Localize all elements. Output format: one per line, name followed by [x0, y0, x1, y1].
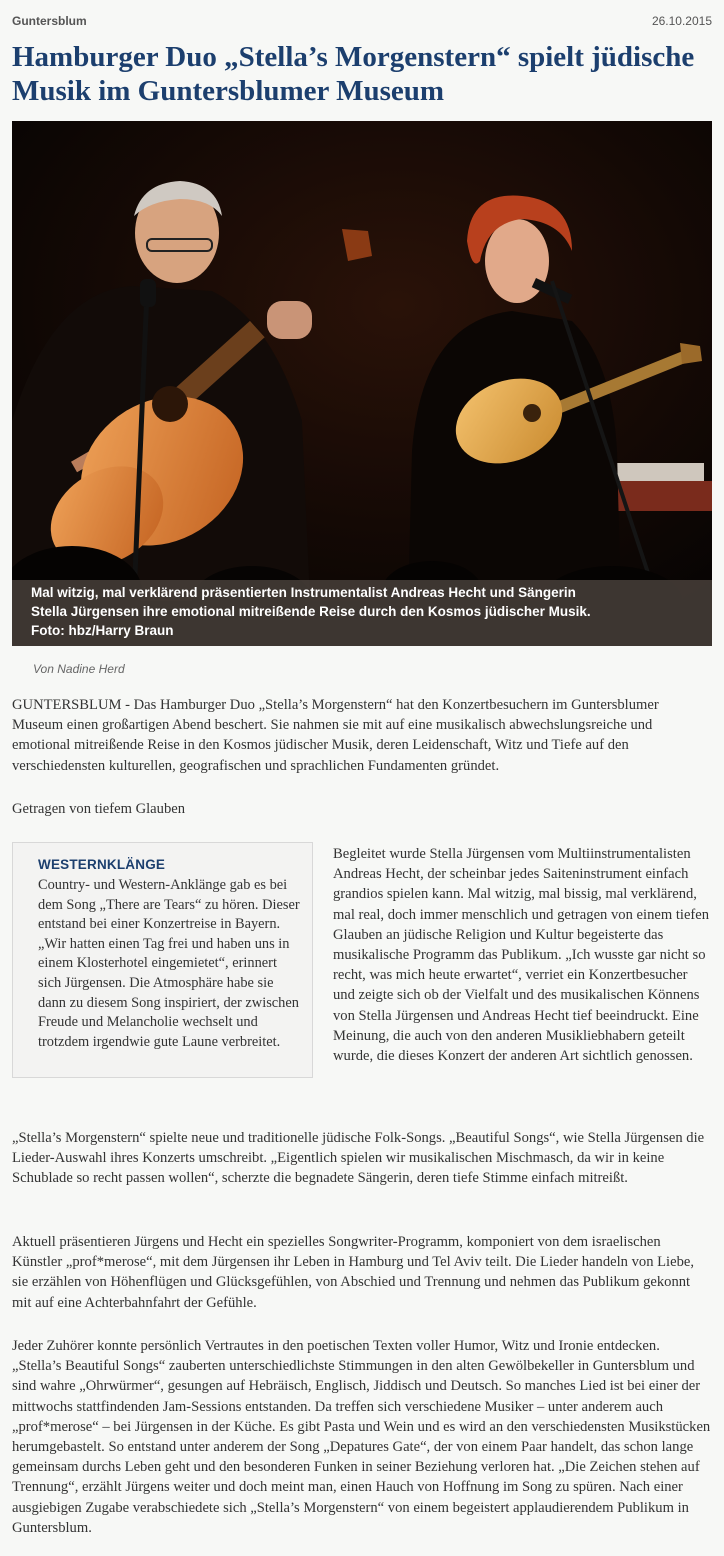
article-meta: [12, 14, 712, 30]
info-box-title: WESTERNKLÄNGE: [38, 857, 166, 872]
section-subheading: Getragen von tiefem Glauben: [12, 801, 186, 817]
caption-line: Mal witzig, mal verklärend präsentierten Instrumentalist Andreas Hecht und Sängerin: [31, 585, 576, 600]
body-paragraph: Jeder Zuhörer konnte persönlich Vertrautes in den poetischen Texten voller Humor, Witz und Ironie entdecken. „Stella’s Beautiful Songs“ zauberten unterschiedlichste Stimmungen in den alten Gewölbekeller in Guntersblum und sind wahre „Ohrwürmer“, gesungen auf Hebräisch, Englisch, Jiddisch und Deutsch. So manches Lied ist bei einer der mittwochs stattfindenden Jam-Sessions entstanden. Da treffen sich verschiedene Musiker – unter anderem auch „prof*merose“ – bei Jürgensen in der Küche. Es gibt Pasta und Wein und es wird an den verschiedensten Musikstücken herumgebastelt. So entstand unter anderem der Song „Depatures Gate“, der von einem Paar handelt, das schon lange gemeinsam durchs Leben geht und den besonderen Funken in seiner Beziehung verloren hat. „Die Zeichen stehen auf Trennung“, erzählt Jürgens weiter und doch meint man, einen Hauch von Hoffnung im Song zu spüren. Nach einer ausgiebigen Zugabe verabschiedete sich „Stella’s Morgenstern“ von einem begeistert applaudierendem Publikum in Guntersblum.: [12, 1338, 711, 1536]
body-paragraph: Aktuell präsentieren Jürgens und Hecht ein spezielles Songwriter-Programm, komponiert von dem israelischen Künstler „prof*merose“, mit dem Jürgensen ihr Leben in Hamburg und Tel Aviv teilt. Die Lieder handeln von Liebe, sie erzählen von Höhenflügen und Glücksgefühlen, von Abschied und Trennung und nehmen das Publikum gekonnt mit auf eine Achterbahnfahrt der Gefühle.: [12, 1234, 695, 1311]
headline: Hamburger Duo „Stella’s Morgenstern“ spielt jüdische Musik im Guntersblumer Museum: [12, 41, 695, 107]
publish-date: 26.10.2015: [651, 14, 712, 28]
body-paragraph: „Stella’s Morgenstern“ spielte neue und traditionelle jüdische Folk-Songs. „Beautiful Songs“, wie Stella Jürgensen die Lieder-Auswahl ihres Konzerts umschreibt. „Eigentlich spielen wir musikalischen Mischmasch, da wir in keine Schublade so recht passen wollen“, scherzte die begnadete Sängerin, deren tiefe Stimme einfach mitreißt.: [12, 1130, 705, 1187]
article-photo: [12, 121, 712, 646]
intro-paragraph: GUNTERSBLUM - Das Hamburger Duo „Stella’s Morgenstern“ hat den Konzertbesuchern im Guntersblumer Museum einen großartigen Abend beschert. Sie nahmen sie mit auf eine musikalisch abwechslungsreiche und emotional mitreißende Reise in den Kosmos jüdischer Musik, deren Leidenschaft, Witz und Tiefe auf den verschiedensten kulturellen, geografischen und sprachlichen Fundamenten gründet.: [12, 697, 659, 774]
info-box: [12, 842, 313, 1078]
location-label: Guntersblum: [12, 14, 87, 28]
concert-photo-illustration: [12, 121, 712, 646]
caption-line: Stella Jürgensen ihre emotional mitreißende Reise durch den Kosmos jüdischer Musik.: [31, 604, 591, 619]
author-byline: Von Nadine Herd: [33, 662, 125, 676]
photo-credit: Foto: hbz/Harry Braun: [31, 623, 174, 638]
column-paragraph: Begleitet wurde Stella Jürgensen vom Multiinstrumentalisten Andreas Hecht, der scheinbar jedes Saiteninstrument einfach grandios spielen kann. Mal witzig, mal bissig, mal verklärend, mal real, doch immer menschlich und getragen von einem tiefen Glauben an jüdische Religion und Kultur begeisterte das musikalische Programm das Publikum. „Ich wusste gar nicht so recht, was mich heute erwartet“, verriet ein Konzertbesucher und zeigte sich ob der Vielfalt und des musikalischen Könnens von Stella Jürgensen und Andreas Hecht tief beeindruckt. Eine Meinung, die auch von den anderen Musikliebhabern geteilt wurde, die dieses Konzert der anderen Art sichtlich genossen.: [333, 846, 710, 1065]
info-box-text: Country- und Western-Anklänge gab es bei dem Song „There are Tears“ zu hören. Dieser entstand bei einer Konzertreise in Bayern. „Wir hatten einen Tag frei und haben uns in einem Klosterhotel eingemietet“, erinnert sich Jürgensen. Die Atmosphäre habe sie dann zu diesem Song inspiriert, der zwischen Freude und Melancholie wechselt und trotzdem irgendwie gute Laune verbreitet.: [38, 877, 300, 1050]
photo-caption: [12, 580, 712, 646]
